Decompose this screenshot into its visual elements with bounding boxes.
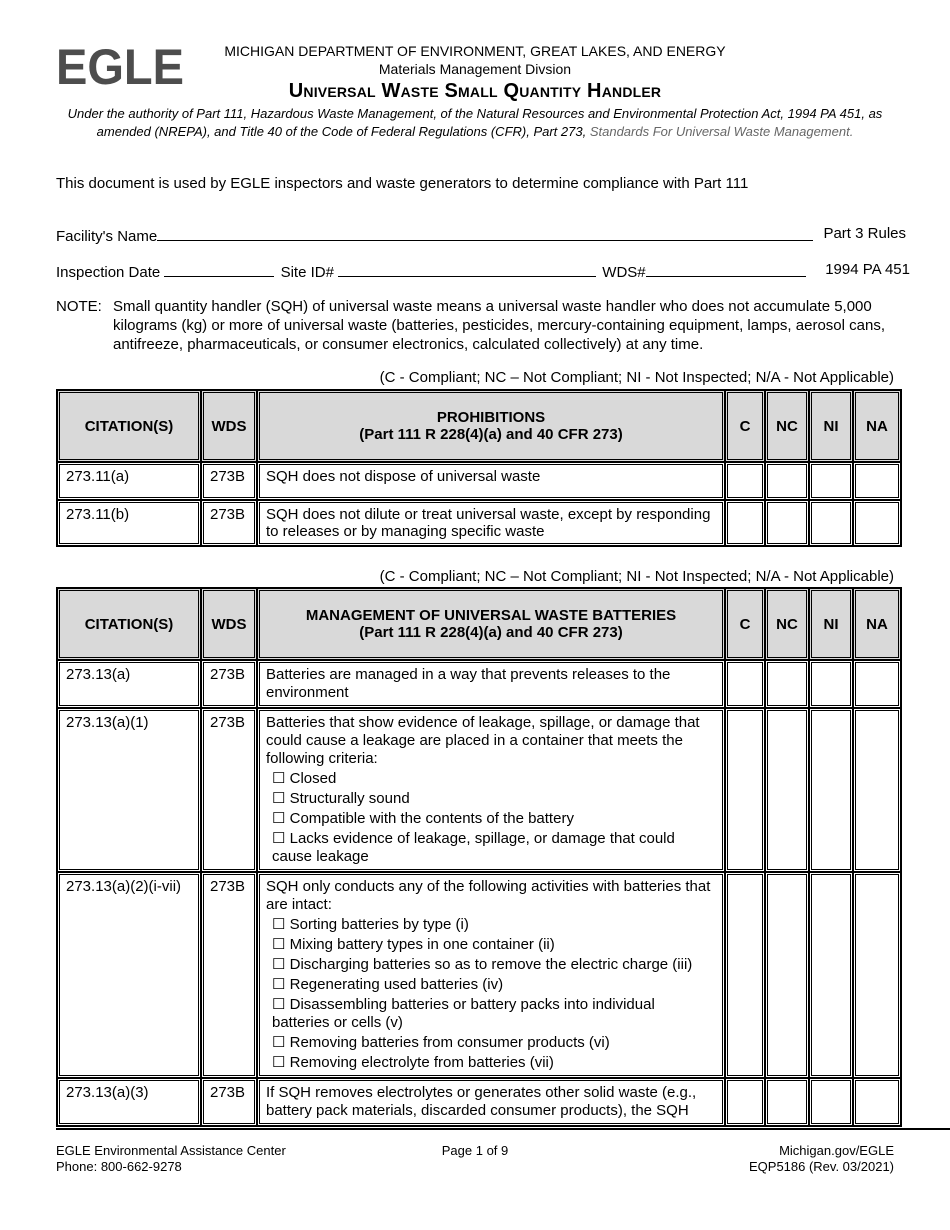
nc-checkbox[interactable] [765, 1078, 809, 1126]
citation-cell: 273.13(a)(2)(i-vii) [57, 872, 201, 1078]
header-subtitle: (Part 111 R 228(4)(a) and 40 CFR 273) [359, 624, 623, 641]
inspection-date-field[interactable] [164, 261, 274, 277]
authority-standards: Standards For Universal Waste Management. [589, 124, 854, 139]
table-header-row [57, 390, 901, 462]
header-wds: WDS [201, 588, 257, 660]
na-checkbox[interactable] [853, 462, 901, 500]
requirement-cell: SQH does not dispose of universal waste [257, 462, 725, 500]
na-checkbox[interactable] [853, 660, 901, 708]
page-number: Page 1 of 9 [441, 1143, 509, 1158]
site-id-label: Site ID# [280, 264, 334, 281]
facility-name-label: Facility's Name [56, 228, 158, 245]
header-subtitle: (Part 111 R 228(4)(a) and 40 CFR 273) [359, 426, 623, 443]
header-nc: NC [765, 588, 809, 660]
na-checkbox[interactable] [853, 1078, 901, 1126]
nc-checkbox[interactable] [765, 462, 809, 500]
form-number: EQP5186 (Rev. 03/2021) [748, 1159, 894, 1174]
header-citation: CITATION(S) [57, 588, 201, 660]
intro-text: This document is used by EGLE inspectors and waste generators to determine compliance with Part 111 [56, 175, 749, 192]
note-text: Small quantity handler (SQH) of universal waste means a universal waste handler who does not accumulate 5,000 kilograms (kg) or more of universal waste (batteries, pesticides, mercury-containing equipment, lamps, aerosol cans, antifreeze, pharmaceuticals, or consumer electronics, calculated collectively) at any time. [113, 298, 885, 353]
checklist-item[interactable]: ☐ Closed [272, 770, 337, 787]
logo-text: EGLE [56, 44, 184, 86]
header-na: NA [853, 390, 901, 462]
part3-rules-label: Part 3 Rules [823, 225, 906, 242]
c-checkbox[interactable] [725, 660, 765, 708]
table-row [57, 872, 901, 1078]
header-c: C [725, 390, 765, 462]
footer-divider [56, 1128, 950, 1130]
ni-checkbox[interactable] [809, 1078, 853, 1126]
ni-checkbox[interactable] [809, 708, 853, 872]
requirement-text: Batteries that show evidence of leakage, spillage, or damage that could cause a leakage are placed in a container that meets the following criteria: [266, 714, 700, 767]
nc-checkbox[interactable] [765, 872, 809, 1078]
page-title: Universal Waste Small Quantity Handler [288, 80, 662, 102]
checklist-item[interactable]: ☐ Sorting batteries by type (i) [272, 916, 469, 933]
nc-checkbox[interactable] [765, 708, 809, 872]
wds-cell: 273B [201, 660, 257, 708]
facility-name-field[interactable] [157, 225, 813, 241]
na-checkbox[interactable] [853, 500, 901, 546]
citation-cell: 273.13(a)(1) [57, 708, 201, 872]
ni-checkbox[interactable] [809, 462, 853, 500]
table-row [57, 708, 901, 872]
agency-name: MICHIGAN DEPARTMENT OF ENVIRONMENT, GREAT LAKES, AND ENERGY [224, 43, 726, 59]
wds-cell: 273B [201, 872, 257, 1078]
requirement-cell [257, 708, 725, 872]
checklist-item[interactable]: ☐ Mixing battery types in one container (ii) [272, 936, 555, 953]
wds-cell: 273B [201, 462, 257, 500]
nc-checkbox[interactable] [765, 500, 809, 546]
table-row [57, 500, 901, 546]
header-batteries [257, 588, 725, 660]
checklist-item[interactable]: ☐ Removing batteries from consumer products (vi) [272, 1034, 610, 1051]
footer-right [749, 1143, 894, 1175]
citation-cell: 273.11(b) [57, 500, 201, 546]
note-label: NOTE: [56, 298, 102, 315]
citation-cell: 273.13(a) [57, 660, 201, 708]
header-nc: NC [765, 390, 809, 462]
footer-left [56, 1143, 286, 1175]
checklist-item[interactable]: ☐ Discharging batteries so as to remove the electric charge (iii) [272, 956, 693, 973]
header-ni: NI [809, 588, 853, 660]
authority-statement [50, 105, 900, 141]
table-row [57, 660, 901, 708]
legend-2: (C - Compliant; NC – Not Compliant; NI - Not Inspected; N/A - Not Applicable) [379, 568, 894, 585]
division-name: Materials Management Divsion [378, 61, 572, 77]
table-header-row [57, 588, 901, 660]
header-prohibitions [257, 390, 725, 462]
legend-1: (C - Compliant; NC – Not Compliant; NI - Not Inspected; N/A - Not Applicable) [379, 369, 894, 386]
checklist-item[interactable]: ☐ Compatible with the contents of the battery [272, 810, 574, 827]
egle-logo [56, 44, 186, 86]
checklist-item[interactable]: ☐ Removing electrolyte from batteries (vii) [272, 1054, 554, 1071]
citation-cell: 273.13(a)(3) [57, 1078, 201, 1126]
nc-checkbox[interactable] [765, 660, 809, 708]
c-checkbox[interactable] [725, 872, 765, 1078]
header-citation: CITATION(S) [57, 390, 201, 462]
footer-website[interactable]: Michigan.gov/EGLE [779, 1143, 894, 1158]
header-ni: NI [809, 390, 853, 462]
ni-checkbox[interactable] [809, 500, 853, 546]
c-checkbox[interactable] [725, 1078, 765, 1126]
header-c: C [725, 588, 765, 660]
wds-cell: 273B [201, 1078, 257, 1126]
footer-center-name: EGLE Environmental Assistance Center [56, 1143, 286, 1158]
requirement-cell [257, 872, 725, 1078]
header-wds: WDS [201, 390, 257, 462]
note-block [56, 297, 886, 354]
na-checkbox[interactable] [853, 708, 901, 872]
requirement-cell: SQH does not dilute or treat universal waste, except by responding to releases or by managing specific waste [257, 500, 725, 546]
na-checkbox[interactable] [853, 872, 901, 1078]
checklist-item[interactable]: ☐ Disassembling batteries or battery packs into individual batteries or cells (v) [272, 996, 655, 1031]
c-checkbox[interactable] [725, 462, 765, 500]
prohibitions-table [56, 389, 902, 547]
ni-checkbox[interactable] [809, 660, 853, 708]
header-title: MANAGEMENT OF UNIVERSAL WASTE BATTERIES [305, 607, 677, 624]
checklist-item[interactable] [266, 830, 716, 866]
footer-phone: Phone: 800-662-9278 [56, 1159, 182, 1174]
checklist-item[interactable]: ☐ Structurally sound [272, 790, 410, 807]
requirement-text: SQH only conducts any of the following activities with batteries that are intact: [266, 878, 711, 913]
facility-row [56, 225, 916, 245]
c-checkbox[interactable] [725, 708, 765, 872]
wds-label: WDS# [602, 264, 646, 281]
c-checkbox[interactable] [725, 500, 765, 546]
checklist-item[interactable]: ☐ Regenerating used batteries (iv) [272, 976, 504, 993]
inspection-row [56, 261, 916, 281]
requirement-cell: Batteries are managed in a way that prevents releases to the environment [257, 660, 725, 708]
header-na: NA [853, 588, 901, 660]
requirement-cell: If SQH removes electrolytes or generates other solid waste (e.g., battery pack materials, discarded consumer products), the SQH [257, 1078, 725, 1126]
ni-checkbox[interactable] [809, 872, 853, 1078]
table-row [57, 462, 901, 500]
batteries-table [56, 587, 902, 1127]
header-title: PROHIBITIONS [436, 409, 546, 426]
checklist-item-text: ☐ Lacks evidence of leakage, spillage, or damage that could cause leakage [272, 830, 675, 865]
citation-cell: 273.11(a) [57, 462, 201, 500]
table-row [57, 1078, 901, 1126]
authority-main: Under the authority of Part 111, Hazardous Waste Management, of the Natural Resources and Environmental Protection Act, 1994 PA 451, as amended (NREPA), and Title 40 of the Code of Federal Regulations (CFR), Part 273, [67, 106, 883, 139]
pa451-label: 1994 PA 451 [825, 261, 910, 278]
wds-cell: 273B [201, 500, 257, 546]
site-id-field[interactable] [338, 261, 596, 277]
inspection-date-label: Inspection Date [56, 264, 161, 281]
wds-field[interactable] [646, 261, 806, 277]
wds-cell: 273B [201, 708, 257, 872]
